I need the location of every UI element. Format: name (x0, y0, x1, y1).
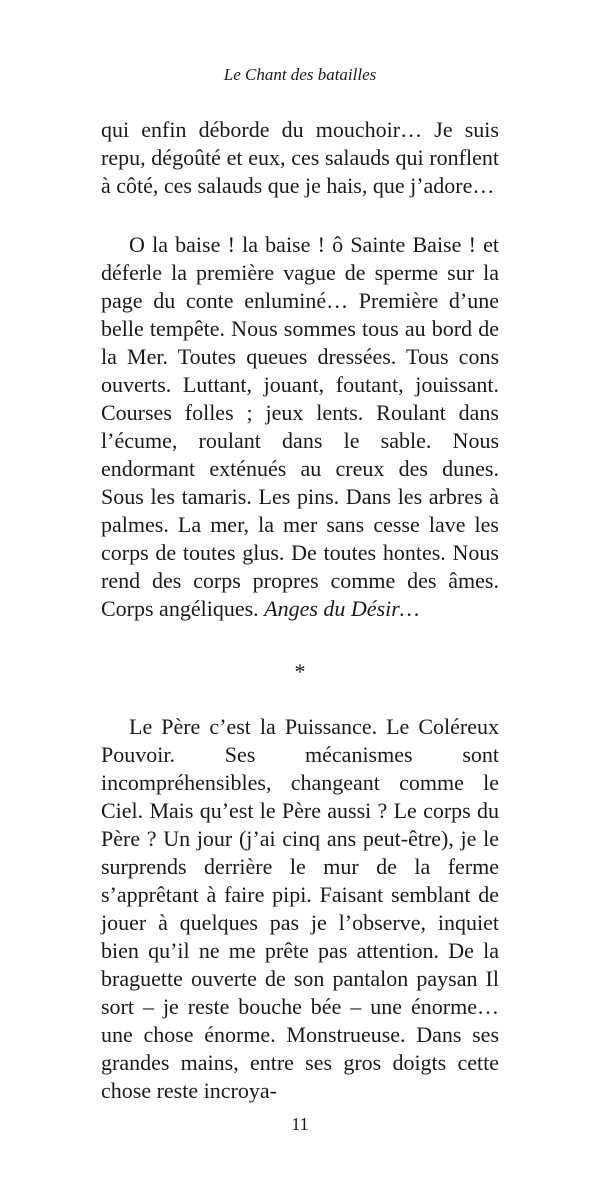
paragraph-continuation (101, 116, 499, 200)
paragraph-body: O la baise ! la baise ! ô Sainte Baise ! et déferle la première vague de sperme sur la page du conte enluminé… Première d’une belle tempête. Nous sommes tous au bord de la Mer. Toutes queues dressées. Tous cons ouverts. Luttant, jouant, foutant, jouissant. Courses folles ; jeux lents. Roulant dans l’écume, roulant dans le sable. Nous endormant exténués au creux des dunes. Sous les tamaris. Les pins. Dans les arbres à palmes. La mer, la mer sans cesse lave les corps de toutes glus. De toutes hontes. Nous rend des corps propres comme des âmes. Corps angéliques. (101, 232, 499, 621)
italic-phrase: Anges du Désir… (264, 596, 420, 621)
paragraph-text: qui enfin déborde du mouchoir… Je suis repu, dégoûté et eux, ces salauds qui ronflent à côté, ces salauds que je hais, que j’adore… (101, 117, 499, 198)
section-separator: * (294, 659, 306, 684)
running-head: Le Chant des batailles (223, 65, 377, 84)
paragraph-pere (101, 713, 499, 1105)
page-number: 11 (291, 1114, 309, 1134)
paragraph-baise (101, 231, 499, 623)
paragraph-text: Le Père c’est la Puissance. Le Coléreux Pouvoir. Ses mécanismes sont incompréhensibles, changeant comme le Ciel. Mais qu’est le Père aussi ? Le corps du Père ? Un jour (j’ai cinq ans peut-être), je le surprends derrière le mur de la ferme s’apprêtant à faire pipi. Faisant semblant de jouer à quelques pas je l’observe, inquiet bien qu’il ne me prête pas attention. De la braguette ouverte de son pantalon paysan Il sort – je reste bouche bée – une énorme… une chose énorme. Monstrueuse. Dans ses grandes mains, entre ses gros doigts cette chose reste incroya- (101, 714, 499, 1103)
paragraph-text (101, 231, 499, 623)
